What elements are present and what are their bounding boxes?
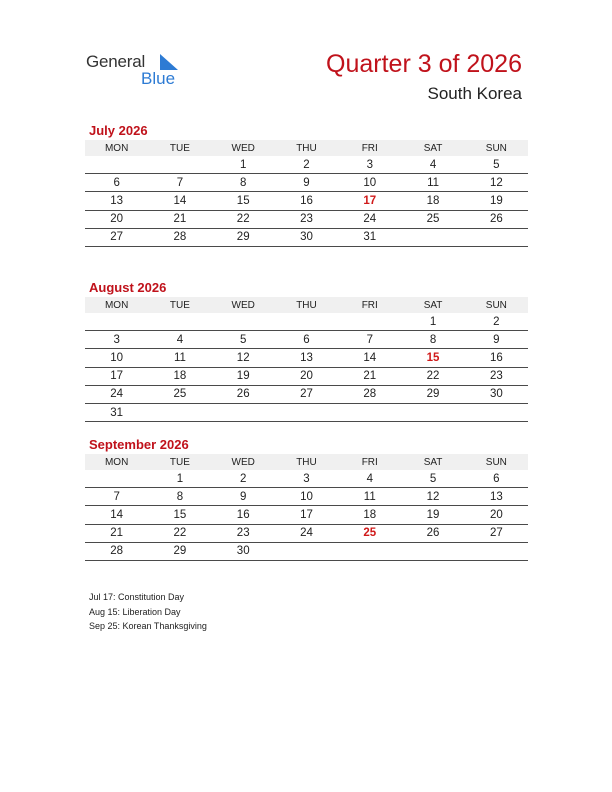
week-row <box>85 403 528 421</box>
day-cell: 16 <box>275 192 338 210</box>
month-july <box>85 122 528 247</box>
day-cell: 23 <box>275 210 338 228</box>
weekday-header: WED <box>212 454 275 470</box>
weekday-header: TUE <box>148 454 211 470</box>
day-cell: 24 <box>338 210 401 228</box>
weekday-header: SAT <box>401 140 464 156</box>
day-cell: 21 <box>148 210 211 228</box>
day-cell: 29 <box>401 385 464 403</box>
calendar-grid <box>85 140 528 247</box>
day-cell: 18 <box>401 192 464 210</box>
weekday-header: SAT <box>401 297 464 313</box>
day-cell: 7 <box>85 488 148 506</box>
day-cell: 25 <box>148 385 211 403</box>
week-row <box>85 349 528 367</box>
empty-day-cell <box>338 542 401 560</box>
logo <box>86 52 186 88</box>
country-name: South Korea <box>427 84 522 103</box>
empty-day-cell <box>465 542 528 560</box>
day-cell: 5 <box>212 331 275 349</box>
day-cell: 21 <box>85 524 148 542</box>
empty-day-cell <box>148 403 211 421</box>
day-cell: 6 <box>275 331 338 349</box>
weekday-header: FRI <box>338 297 401 313</box>
day-cell: 31 <box>338 228 401 246</box>
day-cell: 25 <box>401 210 464 228</box>
day-cell: 30 <box>465 385 528 403</box>
day-cell: 14 <box>338 349 401 367</box>
day-cell: 31 <box>85 403 148 421</box>
day-cell: 29 <box>212 228 275 246</box>
empty-day-cell <box>275 403 338 421</box>
holiday-note: Jul 17: Constitution Day <box>89 592 185 602</box>
day-cell: 1 <box>401 313 464 331</box>
day-cell: 27 <box>465 524 528 542</box>
calendar-grid <box>85 297 528 422</box>
day-cell: 5 <box>401 470 464 488</box>
holiday-day-cell: 15 <box>401 349 464 367</box>
day-cell: 16 <box>212 506 275 524</box>
day-cell: 15 <box>148 506 211 524</box>
empty-day-cell <box>338 313 401 331</box>
week-row <box>85 488 528 506</box>
day-cell: 22 <box>401 367 464 385</box>
empty-day-cell <box>401 542 464 560</box>
day-cell: 20 <box>465 506 528 524</box>
day-cell: 8 <box>148 488 211 506</box>
day-cell: 3 <box>338 156 401 174</box>
month-title: August 2026 <box>89 280 167 295</box>
holiday-notes <box>89 590 207 634</box>
day-cell: 13 <box>85 192 148 210</box>
weekday-header: FRI <box>338 140 401 156</box>
day-cell: 19 <box>212 367 275 385</box>
empty-day-cell <box>212 313 275 331</box>
holiday-day-cell: 25 <box>338 524 401 542</box>
day-cell: 15 <box>212 192 275 210</box>
day-cell: 6 <box>85 174 148 192</box>
day-cell: 28 <box>85 542 148 560</box>
day-cell: 16 <box>465 349 528 367</box>
empty-day-cell <box>275 313 338 331</box>
weekday-header: SUN <box>465 140 528 156</box>
day-cell: 4 <box>148 331 211 349</box>
weekday-header: SUN <box>465 297 528 313</box>
day-cell: 10 <box>338 174 401 192</box>
month-september <box>85 436 528 561</box>
day-cell: 2 <box>465 313 528 331</box>
week-row <box>85 228 528 246</box>
day-cell: 3 <box>275 470 338 488</box>
weekday-header: FRI <box>338 454 401 470</box>
day-cell: 9 <box>465 331 528 349</box>
empty-day-cell <box>401 403 464 421</box>
day-cell: 2 <box>275 156 338 174</box>
day-cell: 2 <box>212 470 275 488</box>
day-cell: 26 <box>465 210 528 228</box>
day-cell: 27 <box>85 228 148 246</box>
day-cell: 8 <box>212 174 275 192</box>
week-row <box>85 470 528 488</box>
empty-day-cell <box>401 228 464 246</box>
empty-day-cell <box>85 470 148 488</box>
day-cell: 7 <box>338 331 401 349</box>
day-cell: 18 <box>148 367 211 385</box>
logo-blue-text: Blue <box>141 69 176 88</box>
day-cell: 4 <box>401 156 464 174</box>
month-title: September 2026 <box>89 437 189 452</box>
week-row <box>85 192 528 210</box>
day-cell: 19 <box>465 192 528 210</box>
weekday-header: WED <box>212 297 275 313</box>
week-row <box>85 506 528 524</box>
weekday-header: TUE <box>148 140 211 156</box>
weekday-header: MON <box>85 454 148 470</box>
weekday-header: WED <box>212 140 275 156</box>
holiday-day-cell: 17 <box>338 192 401 210</box>
day-cell: 14 <box>85 506 148 524</box>
day-cell: 3 <box>85 331 148 349</box>
day-cell: 4 <box>338 470 401 488</box>
day-cell: 12 <box>465 174 528 192</box>
empty-day-cell <box>465 403 528 421</box>
day-cell: 1 <box>212 156 275 174</box>
day-cell: 28 <box>338 385 401 403</box>
day-cell: 27 <box>275 385 338 403</box>
weekday-header: THU <box>275 297 338 313</box>
day-cell: 24 <box>85 385 148 403</box>
weekday-header: THU <box>275 454 338 470</box>
weekday-header: MON <box>85 297 148 313</box>
month-august <box>85 279 528 422</box>
day-cell: 22 <box>212 210 275 228</box>
logo-triangle-icon <box>158 54 178 70</box>
day-cell: 11 <box>338 488 401 506</box>
day-cell: 12 <box>401 488 464 506</box>
weekday-header: MON <box>85 140 148 156</box>
day-cell: 17 <box>275 506 338 524</box>
weekday-header: SAT <box>401 454 464 470</box>
empty-day-cell <box>212 403 275 421</box>
day-cell: 21 <box>338 367 401 385</box>
day-cell: 6 <box>465 470 528 488</box>
day-cell: 9 <box>212 488 275 506</box>
weekday-header-row <box>85 297 528 313</box>
day-cell: 8 <box>401 331 464 349</box>
day-cell: 20 <box>275 367 338 385</box>
day-cell: 20 <box>85 210 148 228</box>
week-row <box>85 331 528 349</box>
day-cell: 7 <box>148 174 211 192</box>
empty-day-cell <box>85 156 148 174</box>
weekday-header-row <box>85 140 528 156</box>
day-cell: 26 <box>212 385 275 403</box>
day-cell: 10 <box>275 488 338 506</box>
day-cell: 30 <box>275 228 338 246</box>
day-cell: 9 <box>275 174 338 192</box>
day-cell: 11 <box>401 174 464 192</box>
month-title: July 2026 <box>89 123 148 138</box>
day-cell: 22 <box>148 524 211 542</box>
logo-general-text: General <box>86 52 146 71</box>
empty-day-cell <box>148 156 211 174</box>
empty-day-cell <box>85 313 148 331</box>
day-cell: 18 <box>338 506 401 524</box>
day-cell: 26 <box>401 524 464 542</box>
week-row <box>85 542 528 560</box>
week-row <box>85 174 528 192</box>
day-cell: 14 <box>148 192 211 210</box>
day-cell: 12 <box>212 349 275 367</box>
weekday-header-row <box>85 454 528 470</box>
day-cell: 17 <box>85 367 148 385</box>
day-cell: 13 <box>465 488 528 506</box>
day-cell: 13 <box>275 349 338 367</box>
day-cell: 23 <box>465 367 528 385</box>
week-row <box>85 313 528 331</box>
week-row <box>85 524 528 542</box>
empty-day-cell <box>148 313 211 331</box>
week-row <box>85 367 528 385</box>
calendar-grid <box>85 454 528 561</box>
empty-day-cell <box>275 542 338 560</box>
day-cell: 29 <box>148 542 211 560</box>
page-title: Quarter 3 of 2026 <box>326 50 522 78</box>
empty-day-cell <box>465 228 528 246</box>
day-cell: 30 <box>212 542 275 560</box>
weekday-header: THU <box>275 140 338 156</box>
day-cell: 11 <box>148 349 211 367</box>
empty-day-cell <box>338 403 401 421</box>
week-row <box>85 156 528 174</box>
day-cell: 23 <box>212 524 275 542</box>
day-cell: 5 <box>465 156 528 174</box>
holiday-note: Aug 15: Liberation Day <box>89 606 181 617</box>
week-row <box>85 210 528 228</box>
day-cell: 1 <box>148 470 211 488</box>
week-row <box>85 385 528 403</box>
day-cell: 28 <box>148 228 211 246</box>
day-cell: 24 <box>275 524 338 542</box>
weekday-header: TUE <box>148 297 211 313</box>
weekday-header: SUN <box>465 454 528 470</box>
holiday-note: Sep 25: Korean Thanksgiving <box>89 621 207 631</box>
day-cell: 19 <box>401 506 464 524</box>
day-cell: 10 <box>85 349 148 367</box>
